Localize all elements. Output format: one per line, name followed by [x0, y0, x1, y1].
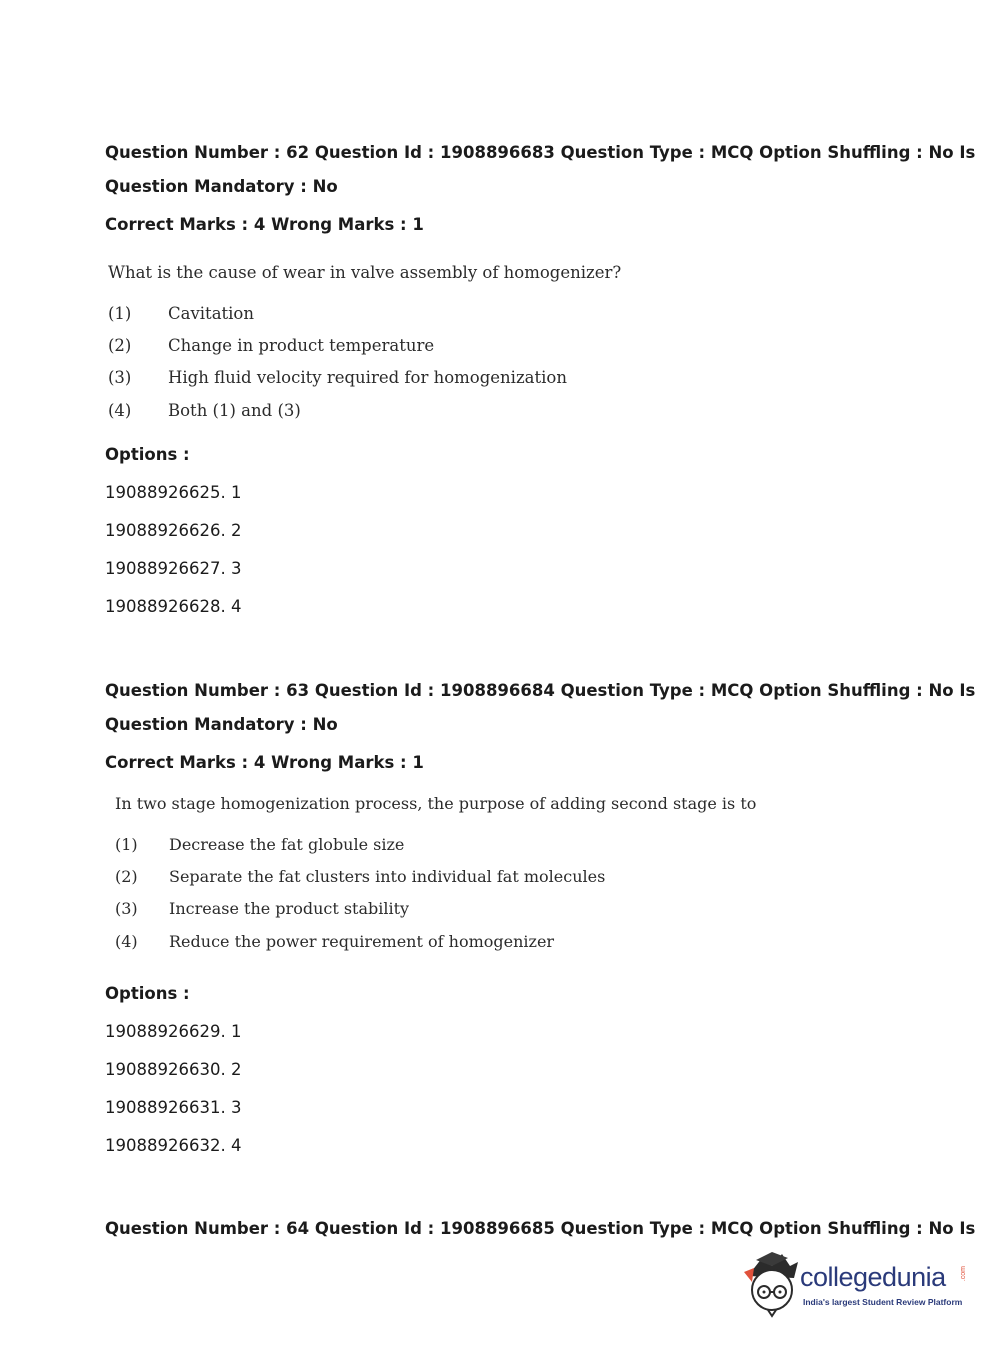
question-62-choice-1: [108, 304, 254, 324]
choice-number: (1): [115, 835, 138, 854]
question-62-marks: Correct Marks : 4 Wrong Marks : 1: [105, 215, 424, 234]
question-62-option-1: 19088926625. 1: [105, 483, 242, 502]
choice-text: High fluid velocity required for homogenization: [168, 368, 567, 387]
question-63-marks: Correct Marks : 4 Wrong Marks : 1: [105, 753, 424, 772]
question-62-choice-4: [108, 401, 301, 421]
question-63-option-2: 19088926630. 2: [105, 1060, 242, 1079]
question-63-choice-4: [115, 932, 554, 952]
question-63-option-4: 19088926632. 4: [105, 1136, 242, 1155]
choice-text: Separate the fat clusters into individual fat molecules: [169, 867, 606, 886]
question-64-header: Question Number : 64 Question Id : 1908896685 Question Type : MCQ Option Shuffling : No Is: [105, 1219, 976, 1238]
question-63-option-3: 19088926631. 3: [105, 1098, 242, 1117]
logo-suffix: .com: [960, 1266, 967, 1282]
choice-text: Increase the product stability: [169, 899, 410, 918]
question-62-header: Question Number : 62 Question Id : 1908896683 Question Type : MCQ Option Shuffling : No Is: [105, 143, 976, 162]
question-63-option-1: 19088926629. 1: [105, 1022, 242, 1041]
choice-number: (2): [115, 867, 138, 886]
question-62-mandatory: Question Mandatory : No: [105, 177, 338, 196]
choice-text: Reduce the power requirement of homogenizer: [169, 932, 555, 951]
choice-number: (3): [108, 368, 132, 387]
choice-number: (4): [108, 401, 132, 420]
choice-number: (4): [115, 932, 138, 951]
question-62-option-4: 19088926628. 4: [105, 597, 242, 616]
question-63-mandatory: Question Mandatory : No: [105, 715, 338, 734]
question-63-header: Question Number : 63 Question Id : 1908896684 Question Type : MCQ Option Shuffling : No Is: [105, 681, 976, 700]
question-62-options-label: Options :: [105, 445, 190, 464]
choice-text: Cavitation: [168, 304, 254, 323]
logo-wordmark: collegedunia: [800, 1262, 946, 1292]
question-63-options-label: Options :: [105, 984, 190, 1003]
choice-number: (3): [115, 899, 138, 918]
question-63-choice-1: [115, 835, 404, 855]
question-62-choice-3: [108, 368, 567, 388]
choice-text: Change in product temperature: [168, 336, 435, 355]
choice-number: (2): [108, 336, 132, 355]
question-62-choice-2: [108, 336, 434, 356]
choice-number: (1): [108, 304, 132, 323]
mascot-icon: [742, 1252, 802, 1318]
question-63-choice-3: [115, 899, 409, 919]
choice-text: Both (1) and (3): [168, 401, 301, 420]
question-62-option-3: 19088926627. 3: [105, 559, 242, 578]
collegedunia-logo: [742, 1252, 972, 1322]
choice-text: Decrease the fat globule size: [169, 835, 405, 854]
question-63-choice-2: [115, 867, 605, 887]
logo-tagline: India's largest Student Review Platform: [803, 1297, 963, 1307]
question-63-text: In two stage homogenization process, the purpose of adding second stage is to: [115, 794, 757, 813]
question-62-option-2: 19088926626. 2: [105, 521, 242, 540]
question-62-text: What is the cause of wear in valve assembly of homogenizer?: [108, 263, 622, 282]
